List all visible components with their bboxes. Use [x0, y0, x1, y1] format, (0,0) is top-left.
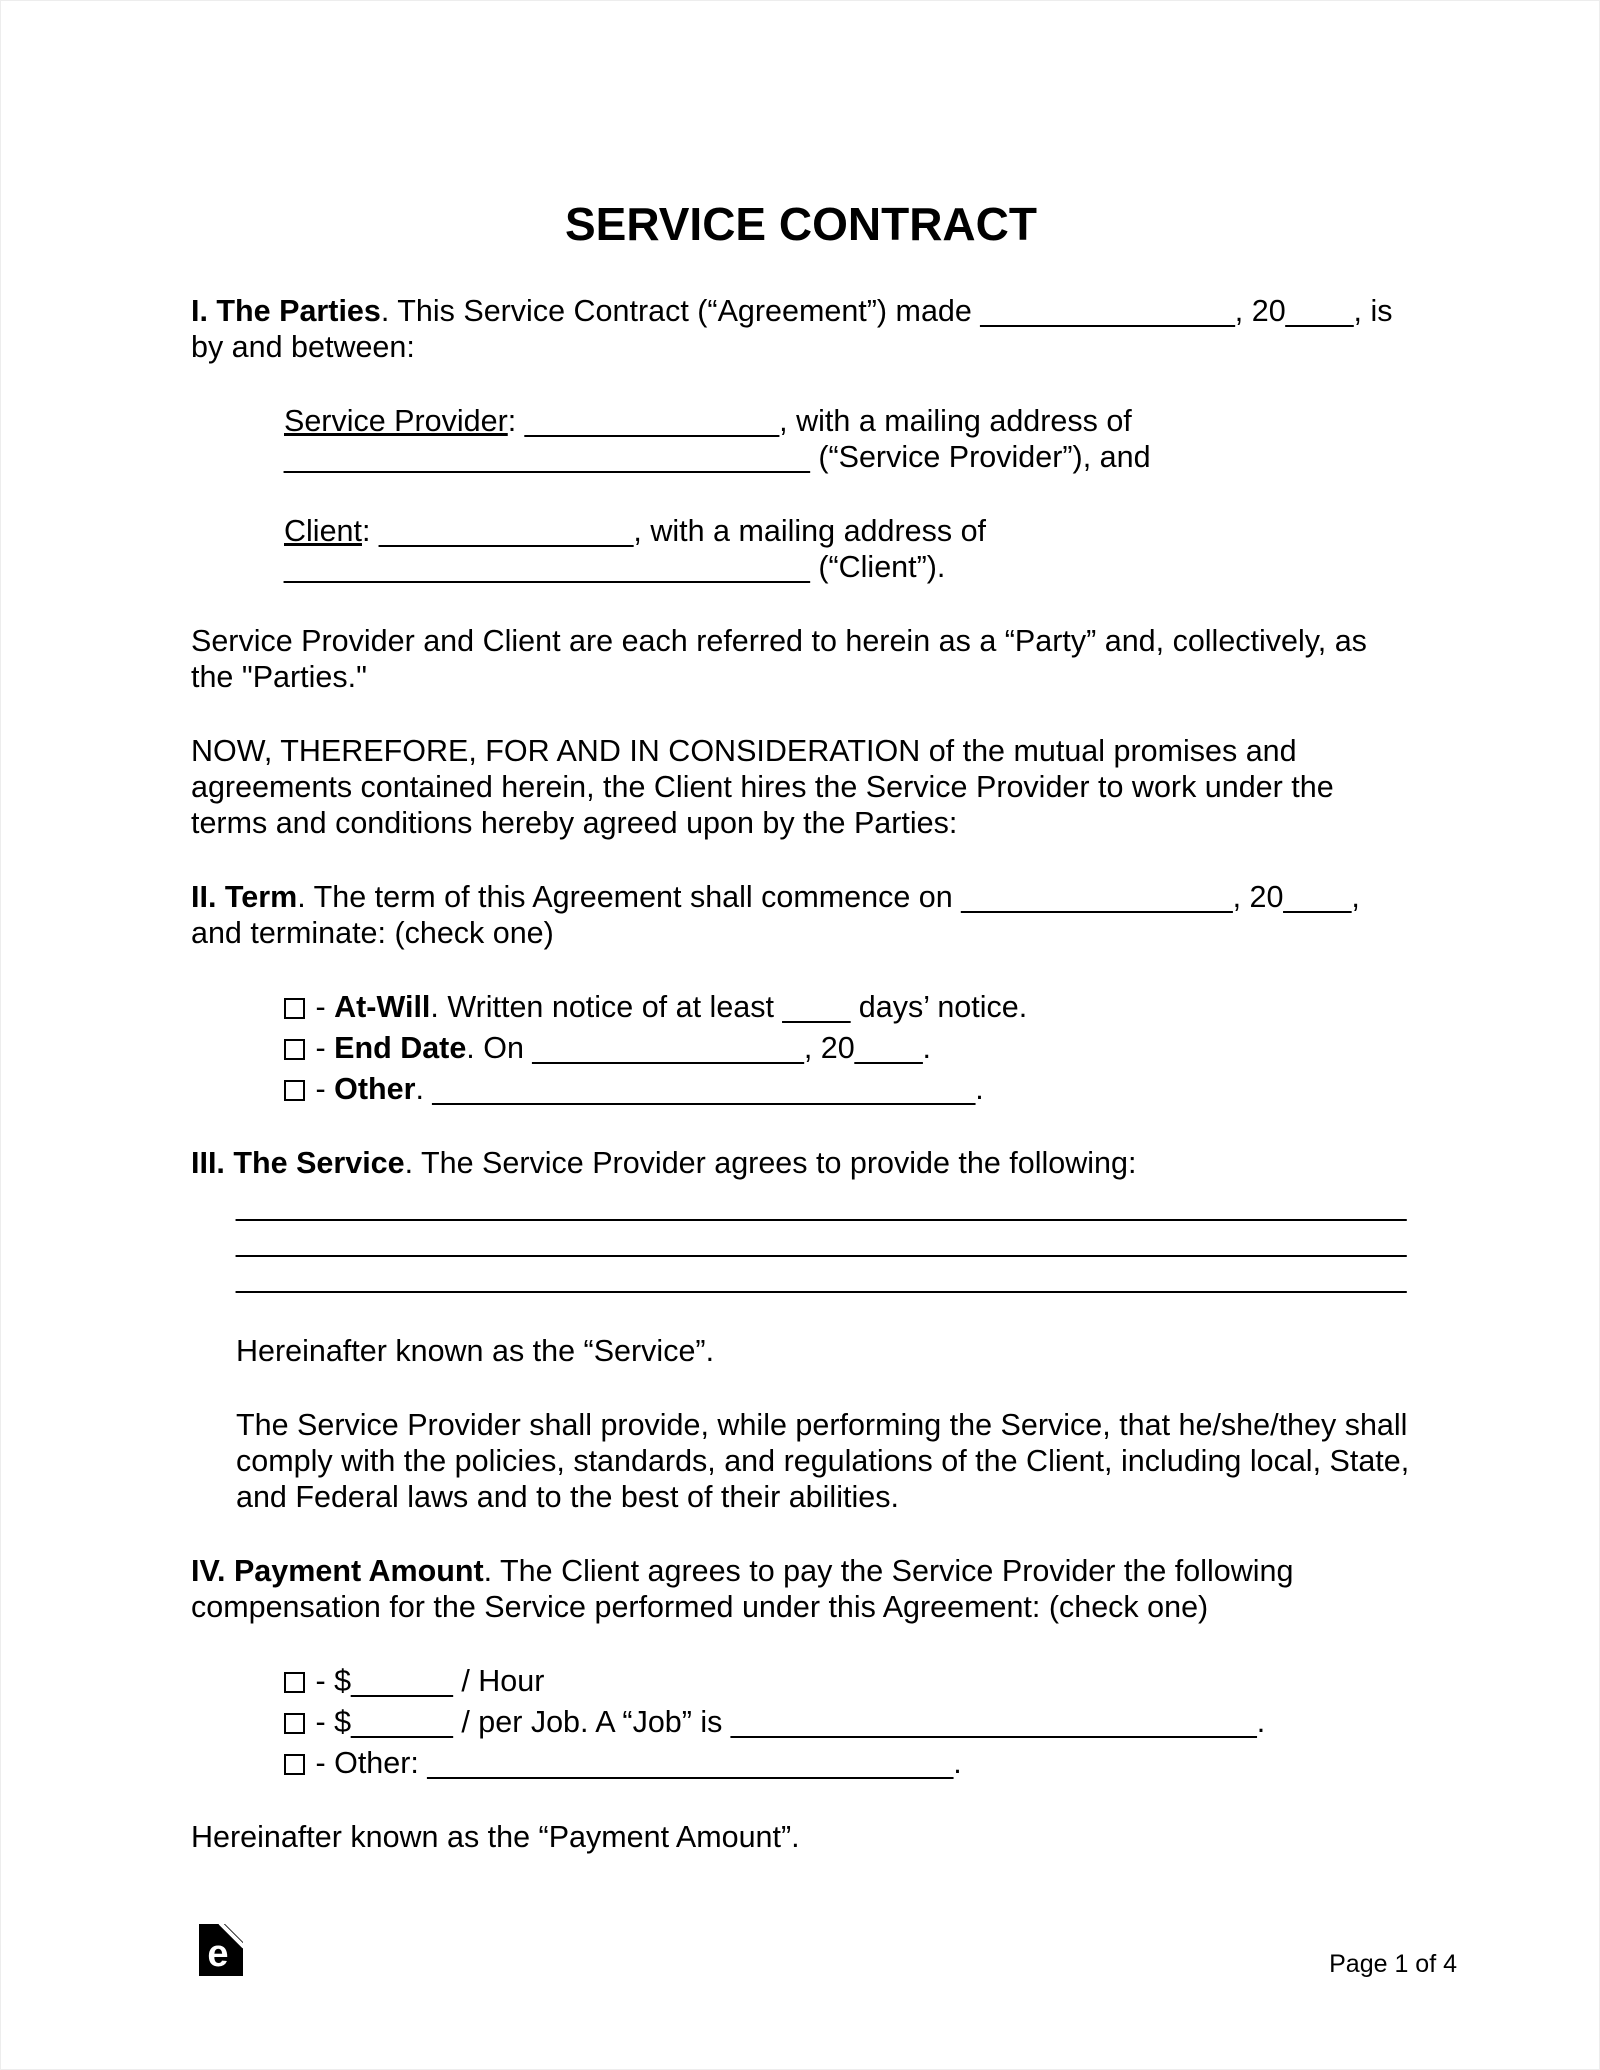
- at-will-text-1: . Written notice of at least: [430, 990, 783, 1024]
- term-option-at-will: [284, 989, 1411, 1025]
- paragraph-term: [191, 879, 1411, 951]
- client-text-2: (“Client”).: [809, 550, 946, 584]
- term-other-sep: -: [307, 1072, 335, 1106]
- at-will-sep: -: [307, 990, 335, 1024]
- service-description-lines: [236, 1187, 1411, 1295]
- payment-option-hourly: [284, 1663, 1411, 1699]
- term-other-blank[interactable]: ________________________________: [432, 1072, 976, 1106]
- payment-option-other: [284, 1745, 1411, 1781]
- hourly-checkbox[interactable]: [284, 1672, 305, 1693]
- payment-other-text-2: .: [953, 1746, 962, 1780]
- section-heading-term: II. Term: [191, 880, 298, 914]
- service-provider-colon: :: [507, 404, 525, 438]
- agreement-date-blank[interactable]: _______________: [980, 294, 1235, 328]
- service-description-line[interactable]: _____________________________________________________________________: [236, 1260, 1407, 1294]
- term-other-text-1: .: [415, 1072, 433, 1106]
- paragraph-service-compliance: The Service Provider shall provide, while performing the Service, that he/she/they shall comply with the policies, standards, and regulations of the Client, including local, State, and Federal laws and to the best of their abilities.: [236, 1408, 1410, 1514]
- service-provider-text-2: (“Service Provider”), and: [809, 440, 1151, 474]
- term-text-3: , and terminate: (check one): [191, 880, 1360, 950]
- parties-text-1: . This Service Contract (“Agreement”) made: [380, 294, 981, 328]
- paragraph-consideration: NOW, THEREFORE, FOR AND IN CONSIDERATION of the mutual promises and agreements contained herein, the Client hires the Service Provider to work under the terms and conditions hereby agreed upon by the Parties:: [191, 734, 1334, 840]
- per-job-desc-blank[interactable]: _______________________________: [730, 1705, 1257, 1739]
- document-title: SERVICE CONTRACT: [565, 198, 1037, 250]
- client-label: Client: [284, 514, 362, 548]
- payment-other-text-1: Other:: [334, 1746, 428, 1780]
- end-date-label: End Date: [334, 1031, 467, 1065]
- service-provider-name-blank[interactable]: _______________: [524, 404, 780, 438]
- per-job-text-1: $: [334, 1705, 352, 1739]
- payment-other-checkbox[interactable]: [284, 1754, 305, 1775]
- term-text-1: . The term of this Agreement shall commence on: [297, 880, 962, 914]
- hereinafter-service: Hereinafter known as the “Service”.: [236, 1334, 715, 1368]
- paragraph-service: [191, 1145, 1411, 1181]
- parties-text-3: , is by and between:: [191, 294, 1393, 364]
- per-job-amount-blank[interactable]: ______: [351, 1705, 453, 1739]
- term-options-list: [284, 989, 1411, 1107]
- term-option-end-date: [284, 1030, 1411, 1066]
- service-description-line[interactable]: _____________________________________________________________________: [236, 1224, 1407, 1258]
- term-other-checkbox[interactable]: [284, 1080, 305, 1101]
- parties-text-2: , 20: [1234, 294, 1286, 328]
- hourly-sep: -: [307, 1664, 335, 1698]
- paragraph-payment: [191, 1553, 1411, 1625]
- service-provider-address-blank[interactable]: _______________________________: [284, 440, 810, 474]
- section-heading-payment: IV. Payment Amount: [191, 1554, 484, 1588]
- term-text-2: , 20: [1232, 880, 1284, 914]
- payment-options-list: [284, 1663, 1411, 1781]
- service-provider-text-1: , with a mailing address of: [779, 404, 1132, 438]
- end-date-text-1: . On: [466, 1031, 533, 1065]
- at-will-text-2: days’ notice.: [850, 990, 1028, 1024]
- client-clause: [284, 513, 1411, 585]
- end-date-sep: -: [307, 1031, 335, 1065]
- agreement-year-blank[interactable]: ____: [1285, 294, 1354, 328]
- per-job-checkbox[interactable]: [284, 1713, 305, 1734]
- hourly-text-2: / Hour: [452, 1664, 545, 1698]
- client-text-1: , with a mailing address of: [633, 514, 987, 548]
- end-date-text-3: .: [922, 1031, 932, 1065]
- at-will-checkbox[interactable]: [284, 998, 305, 1019]
- end-date-text-2: , 20: [803, 1031, 855, 1065]
- hereinafter-payment: Hereinafter known as the “Payment Amount”.: [191, 1820, 800, 1854]
- term-other-text-2: .: [975, 1072, 984, 1106]
- term-date-blank[interactable]: ________________: [961, 880, 1233, 914]
- payment-other-sep: -: [307, 1746, 335, 1780]
- hourly-text-1: $: [334, 1664, 352, 1698]
- client-address-blank[interactable]: _______________________________: [284, 550, 810, 584]
- per-job-text-2: / per Job. A “Job” is: [452, 1705, 731, 1739]
- section-heading-service: III. The Service: [191, 1146, 405, 1180]
- page-number: Page 1 of 4: [1329, 1950, 1457, 1978]
- payment-other-blank[interactable]: _______________________________: [427, 1746, 954, 1780]
- service-provider-clause: [284, 403, 1411, 475]
- at-will-days-blank[interactable]: ____: [782, 990, 851, 1024]
- per-job-sep: -: [307, 1705, 335, 1739]
- document-content: [191, 1, 1411, 1893]
- document-fold-icon: [199, 1924, 243, 1976]
- end-date-year-blank[interactable]: ____: [854, 1031, 923, 1065]
- per-job-text-3: .: [1256, 1705, 1266, 1739]
- at-will-label: At-Will: [334, 990, 431, 1024]
- payment-text-1: . The Client agrees to pay the Service Provider the following compensation for the Service performed under this Agreement: (check one): [191, 1554, 1294, 1624]
- term-option-other: [284, 1071, 1411, 1107]
- hourly-amount-blank[interactable]: ______: [351, 1664, 453, 1698]
- client-name-blank[interactable]: _______________: [378, 514, 634, 548]
- payment-option-per-job: [284, 1704, 1411, 1740]
- logo-letter: e: [207, 1933, 229, 1975]
- end-date-date-blank[interactable]: ________________: [532, 1031, 804, 1065]
- service-provider-label: Service Provider: [284, 404, 508, 438]
- term-other-label: Other: [334, 1072, 416, 1106]
- service-text-1: . The Service Provider agrees to provide the following:: [404, 1146, 1137, 1180]
- eforms-logo: [199, 1924, 243, 1976]
- paragraph-parties-definition: Service Provider and Client are each referred to herein as a “Party” and, collectively, as the "Parties.": [191, 624, 1367, 694]
- term-year-blank[interactable]: ____: [1283, 880, 1352, 914]
- service-description-line[interactable]: _____________________________________________________________________: [236, 1188, 1407, 1222]
- paragraph-parties: [191, 293, 1411, 365]
- end-date-checkbox[interactable]: [284, 1039, 305, 1060]
- section-heading-parties: I. The Parties: [191, 294, 381, 328]
- client-colon: :: [361, 514, 379, 548]
